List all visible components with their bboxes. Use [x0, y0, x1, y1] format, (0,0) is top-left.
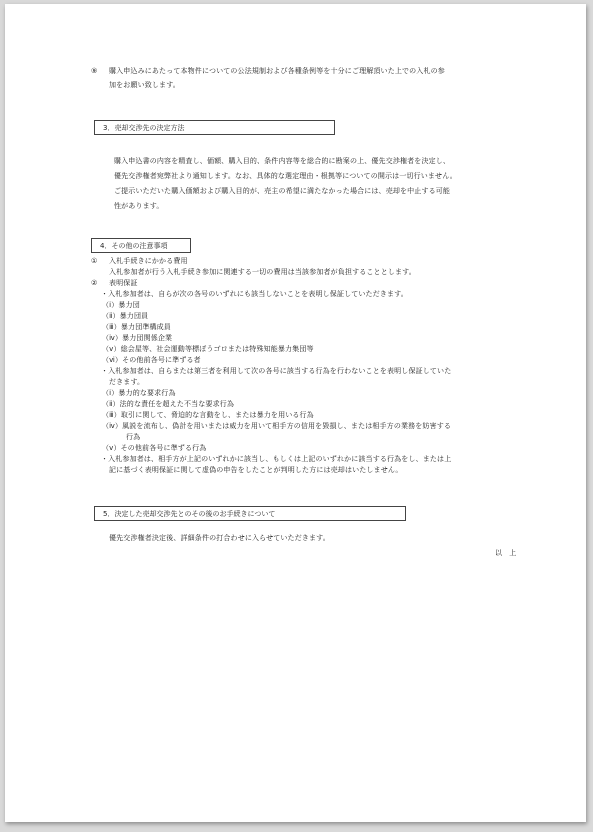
list-item: （ⅳ）暴力団関係企業: [102, 334, 173, 342]
item9-line1: 購入申込みにあたって本物件についての公法規制および各種条例等を十分にご理解頂いた上での入札の参: [109, 67, 445, 75]
item2-title: 表明保証: [109, 279, 138, 287]
section3-line: ご提示いただいた購入価額および購入目的が、売主の希望に満たなかった場合には、売却を中止する可能: [114, 187, 451, 195]
section5-heading-box: [94, 506, 406, 521]
section3-line: 購入申込書の内容を精査し、価額、購入目的、条件内容等を総合的に勘案の上、優先交渉権者を決定し、: [114, 157, 451, 165]
bullet-text: ・入札参加者は、相手方が上記のいずれかに該当し、もしくは上記のいずれかに該当する行為をし、または上: [101, 455, 452, 463]
list-item: （ⅱ）法的な責任を超えた不当な要求行為: [102, 400, 235, 408]
list-item: （ⅴ）その他前各号に準ずる行為: [102, 444, 207, 452]
section5-heading: 5．決定した売却交渉先とのその後のお手続きについて: [103, 510, 276, 518]
item1-text: 入札参加者が行う入札手続き参加に関連する一切の費用は当該参加者が負担することとします。: [109, 268, 416, 276]
list-item: （ⅰ）暴力的な要求行為: [102, 389, 176, 397]
closing-text: 以 上: [495, 549, 517, 557]
section5-text: 優先交渉権者決定後、詳細条件の打合わせに入らせていただきます。: [109, 534, 330, 542]
item9-line2: 加をお願い致します。: [109, 81, 180, 89]
list-item: （ⅰ）暴力団: [102, 301, 140, 309]
section3-line: 性があります。: [114, 202, 164, 210]
list-item: （ⅳ）風説を流布し、偽計を用いまたは威力を用いて相手方の信用を毀損し、または相手方の業務を妨害する: [102, 422, 452, 430]
list-item: （ⅴ）総会屋等、社会運動等標ぼうゴロまたは特殊知能暴力集団等: [102, 345, 314, 353]
section4-heading-box: [91, 238, 191, 253]
list-item: （ⅵ）その他前各号に準ずる者: [102, 356, 201, 364]
list-item: （ⅲ）取引に関して、脅迫的な言動をし、または暴力を用いる行為: [102, 411, 314, 419]
item-marker: ②: [91, 279, 98, 287]
list-item-cont: 行為: [126, 433, 141, 441]
section3-line: 優先交渉権者宛弊社より通知します。なお、具体的な選定理由・根拠等についての開示は一切行いません。: [114, 172, 457, 180]
bullet-text-cont: だきます。: [109, 378, 145, 386]
item-marker: ①: [91, 257, 98, 265]
section3-heading-box: [94, 120, 335, 135]
item1-title: 入札手続きにかかる費用: [109, 257, 188, 265]
list-item: （ⅱ）暴力団員: [102, 312, 149, 320]
document-page: [5, 4, 586, 822]
bullet-text: ・入札参加者は、自らが次の各号のいずれにも該当しないことを表明し保証していただきます。: [101, 290, 408, 298]
list-item: （ⅲ）暴力団準構成員: [102, 323, 171, 331]
bullet-text: ・入札参加者は、自らまたは第三者を利用して次の各号に該当する行為を行わないことを表明し保証していた: [101, 367, 452, 375]
item-marker: ⑨: [91, 67, 98, 75]
section4-heading: 4．その他の注意事項: [100, 242, 168, 250]
bullet-text-cont: 記に基づく表明保証に関して虚偽の申告をしたことが判明した方には売却はいたしません。: [109, 466, 403, 474]
section3-heading: 3．売却交渉先の決定方法: [103, 124, 185, 132]
